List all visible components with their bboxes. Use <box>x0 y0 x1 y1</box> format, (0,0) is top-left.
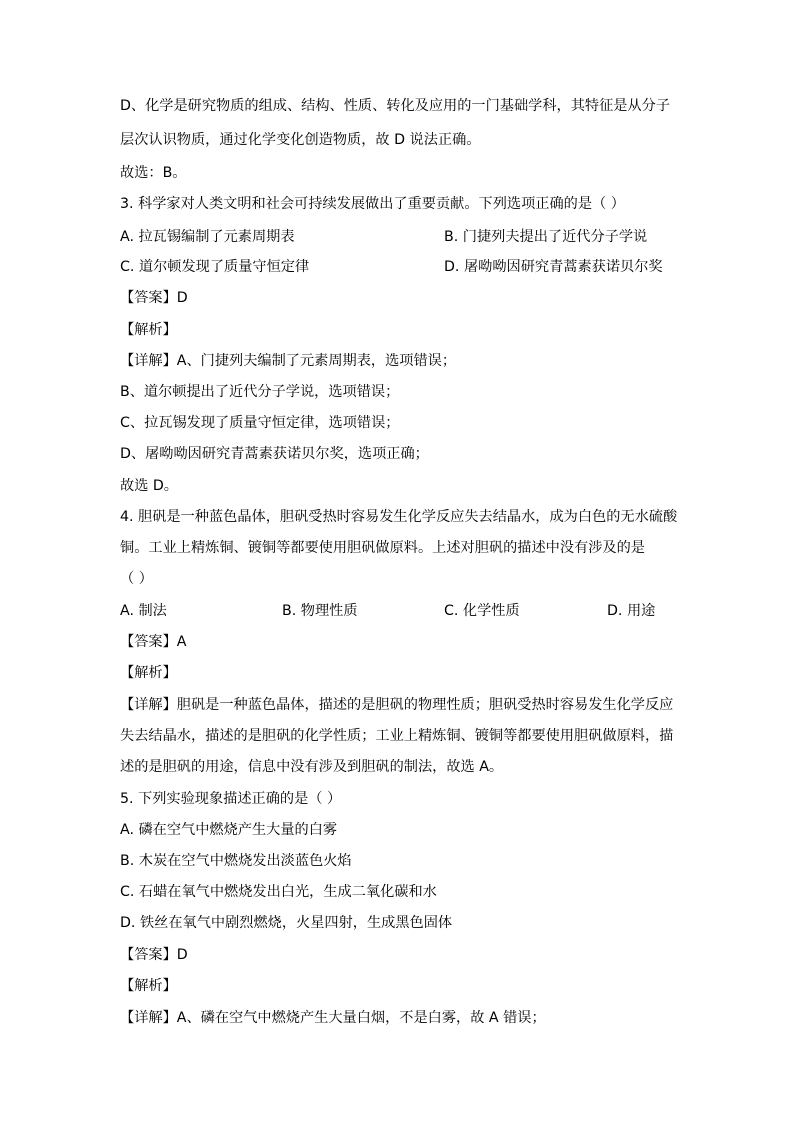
q4-option-a: A. 制法 <box>120 603 167 619</box>
q4-detail-line: 述的是胆矾的用途，信息中没有涉及到胆矾的制法，故选 A。 <box>120 759 504 775</box>
q5-option-d: D. 铁丝在氧气中剧烈燃烧，火星四射，生成黑色固体 <box>120 915 453 931</box>
q5-answer: 【答案】D <box>120 947 188 963</box>
q3-stem: 3. 科学家对人类文明和社会可持续发展做出了重要贡献。下列选项正确的是（ ） <box>120 196 625 212</box>
q5-option-b: B. 木炭在空气中燃烧发出淡蓝色火焰 <box>120 853 352 869</box>
q4-stem-line: 铜。工业上精炼铜、镀铜等都要使用胆矾做原料。上述对胆矾的描述中没有涉及的是 <box>120 540 645 556</box>
q2-option-d-analysis: D、化学是研究物质的组成、结构、性质、转化及应用的一门基础学科，其特征是从分子 <box>120 98 671 114</box>
q4-option-d: D. 用途 <box>607 603 656 619</box>
q5-analysis-heading: 【解析】 <box>120 978 177 994</box>
q5-detail-line: 【详解】A、磷在空气中燃烧产生大量白烟，不是白雾，故 A 错误； <box>120 1010 546 1026</box>
q5-stem: 5. 下列实验现象描述正确的是（ ） <box>120 791 342 807</box>
q3-option-b: B. 门捷列夫提出了近代分子学说 <box>444 229 648 245</box>
q3-detail-line: 【详解】A、门捷列夫编制了元素周期表，选项错误； <box>120 353 457 369</box>
q4-detail-line: 【详解】胆矾是一种蓝色晶体，描述的是胆矾的物理性质；胆矾受热时容易发生化学反应 <box>120 697 674 713</box>
q3-option-c: C. 道尔顿发现了质量守恒定律 <box>120 259 310 275</box>
q2-option-d-analysis-cont: 层次认识物质，通过化学变化创造物质，故 D 说法正确。 <box>120 132 481 148</box>
q2-conclusion: 故选：B。 <box>120 165 187 181</box>
q5-option-a: A. 磷在空气中燃烧产生大量的白雾 <box>120 822 338 838</box>
q3-option-d: D. 屠呦呦因研究青蒿素获诺贝尔奖 <box>444 259 663 275</box>
q3-answer: 【答案】D <box>120 290 188 306</box>
q4-analysis-heading: 【解析】 <box>120 665 177 681</box>
q4-stem-bracket: （ ） <box>120 571 153 587</box>
q5-option-c: C. 石蜡在氧气中燃烧发出白光，生成二氧化碳和水 <box>120 884 437 900</box>
q3-detail-line: D、屠呦呦因研究青蒿素获诺贝尔奖，选项正确； <box>120 446 429 462</box>
q3-detail-line: C、拉瓦锡发现了质量守恒定律，选项错误； <box>120 415 400 431</box>
q4-stem-line: 4. 胆矾是一种蓝色晶体，胆矾受热时容易发生化学反应失去结晶水，成为白色的无水硫酸 <box>120 509 678 525</box>
q4-option-b: B. 物理性质 <box>282 603 358 619</box>
q3-conclusion: 故选 D。 <box>120 478 178 494</box>
q4-option-c: C. 化学性质 <box>444 603 520 619</box>
q4-detail-line: 失去结晶水，描述的是胆矾的化学性质；工业上精炼铜、镀铜等都要使用胆矾做原料，描 <box>120 728 674 744</box>
q3-detail-line: B、道尔顿提出了近代分子学说，选项错误； <box>120 384 400 400</box>
q3-option-a: A. 拉瓦锡编制了元素周期表 <box>120 229 295 245</box>
q4-answer: 【答案】A <box>120 634 187 650</box>
q3-analysis-heading: 【解析】 <box>120 322 177 338</box>
